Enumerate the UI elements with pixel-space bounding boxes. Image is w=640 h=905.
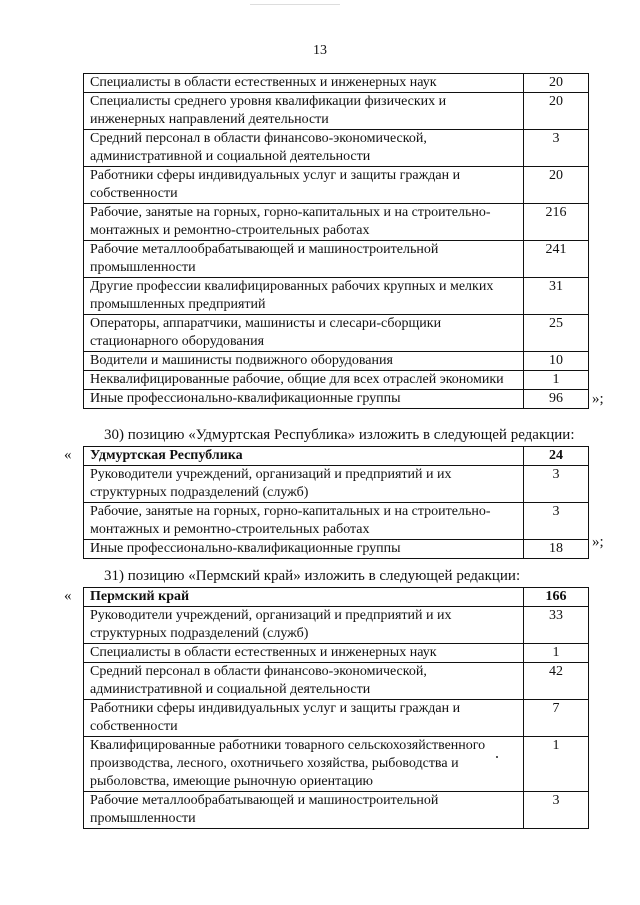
row-value: 1 bbox=[524, 371, 589, 390]
row-value: 42 bbox=[524, 663, 589, 700]
row-label: Рабочие, занятые на горных, горно-капитальных и на строительно-монтажных и ремонтно-строительных работах bbox=[84, 503, 524, 540]
row-value: 18 bbox=[524, 540, 589, 559]
region-total: 24 bbox=[524, 447, 589, 466]
occupations-table-continued bbox=[83, 73, 589, 409]
row-value: 25 bbox=[524, 315, 589, 352]
row-value: 10 bbox=[524, 352, 589, 371]
row-value: 3 bbox=[524, 130, 589, 167]
page-number: 13 bbox=[313, 43, 327, 58]
row-label: Другие профессии квалифицированных рабочих крупных и мелких промышленных предприятий bbox=[84, 278, 524, 315]
row-value: 1 bbox=[524, 737, 589, 792]
region-name: Пермский край bbox=[84, 588, 524, 607]
scan-edge-line bbox=[250, 4, 340, 5]
table-row bbox=[84, 371, 589, 390]
table-row bbox=[84, 663, 589, 700]
row-value: 31 bbox=[524, 278, 589, 315]
table-row bbox=[84, 315, 589, 352]
row-label: Работники сферы индивидуальных услуг и защиты граждан и собственности bbox=[84, 700, 524, 737]
closing-quote-mark: »; bbox=[592, 534, 604, 550]
row-label: Рабочие металлообрабатывающей и машиностроительной промышленности bbox=[84, 792, 524, 829]
row-value: 216 bbox=[524, 204, 589, 241]
closing-quote-mark: »; bbox=[592, 391, 604, 407]
row-value: 3 bbox=[524, 466, 589, 503]
row-label: Водители и машинисты подвижного оборудования bbox=[84, 352, 524, 371]
region-total: 166 bbox=[524, 588, 589, 607]
row-label: Рабочие, занятые на горных, горно-капитальных и на строительно-монтажных и ремонтно-строительных работах bbox=[84, 204, 524, 241]
row-value: 33 bbox=[524, 607, 589, 644]
table-row bbox=[84, 352, 589, 371]
table-header-row bbox=[84, 588, 589, 607]
row-label: Иные профессионально-квалификационные группы bbox=[84, 390, 524, 409]
table-row bbox=[84, 607, 589, 644]
row-label: Квалифицированные работники товарного сельскохозяйственного производства, лесного, охотничьего хозяйства, рыбоводства и рыболовства, имеющие рыночную ориентацию bbox=[84, 737, 524, 792]
opening-quote-mark: « bbox=[64, 588, 72, 604]
opening-quote-mark: « bbox=[64, 447, 72, 463]
scan-speck bbox=[496, 756, 498, 758]
table-row bbox=[84, 278, 589, 315]
table-header-row bbox=[84, 447, 589, 466]
perm-krai-table bbox=[83, 587, 589, 829]
amendment-30-text: 30) позицию «Удмуртская Республика» изложить в следующей редакции: bbox=[104, 427, 575, 443]
row-value: 3 bbox=[524, 792, 589, 829]
udmurt-republic-table bbox=[83, 446, 589, 559]
amendment-31-text: 31) позицию «Пермский край» изложить в следующей редакции: bbox=[104, 568, 521, 584]
row-label: Средний персонал в области финансово-экономической, административной и социальной деятельности bbox=[84, 130, 524, 167]
table-row bbox=[84, 466, 589, 503]
row-value: 96 bbox=[524, 390, 589, 409]
row-label: Руководители учреждений, организаций и предприятий и их структурных подразделений (служб) bbox=[84, 607, 524, 644]
table-row bbox=[84, 503, 589, 540]
table-row bbox=[84, 644, 589, 663]
row-label: Специалисты в области естественных и инженерных наук bbox=[84, 74, 524, 93]
row-label: Неквалифицированные рабочие, общие для всех отраслей экономики bbox=[84, 371, 524, 390]
row-value: 241 bbox=[524, 241, 589, 278]
table-row bbox=[84, 792, 589, 829]
row-value: 1 bbox=[524, 644, 589, 663]
table-row bbox=[84, 241, 589, 278]
table-row bbox=[84, 167, 589, 204]
row-value: 20 bbox=[524, 74, 589, 93]
region-name: Удмуртская Республика bbox=[84, 447, 524, 466]
table-row bbox=[84, 204, 589, 241]
row-value: 20 bbox=[524, 167, 589, 204]
table-row bbox=[84, 130, 589, 167]
row-label: Специалисты в области естественных и инженерных наук bbox=[84, 644, 524, 663]
table-row bbox=[84, 540, 589, 559]
row-value: 3 bbox=[524, 503, 589, 540]
row-value: 7 bbox=[524, 700, 589, 737]
table-row bbox=[84, 700, 589, 737]
row-label: Средний персонал в области финансово-экономической, административной и социальной деятельности bbox=[84, 663, 524, 700]
row-value: 20 bbox=[524, 93, 589, 130]
table-row bbox=[84, 737, 589, 792]
row-label: Работники сферы индивидуальных услуг и защиты граждан и собственности bbox=[84, 167, 524, 204]
table-row bbox=[84, 93, 589, 130]
row-label: Иные профессионально-квалификационные группы bbox=[84, 540, 524, 559]
row-label: Рабочие металлообрабатывающей и машиностроительной промышленности bbox=[84, 241, 524, 278]
row-label: Руководители учреждений, организаций и предприятий и их структурных подразделений (служб) bbox=[84, 466, 524, 503]
row-label: Специалисты среднего уровня квалификации физических и инженерных направлений деятельности bbox=[84, 93, 524, 130]
row-label: Операторы, аппаратчики, машинисты и слесари-сборщики стационарного оборудования bbox=[84, 315, 524, 352]
table-row bbox=[84, 390, 589, 409]
table-row bbox=[84, 74, 589, 93]
